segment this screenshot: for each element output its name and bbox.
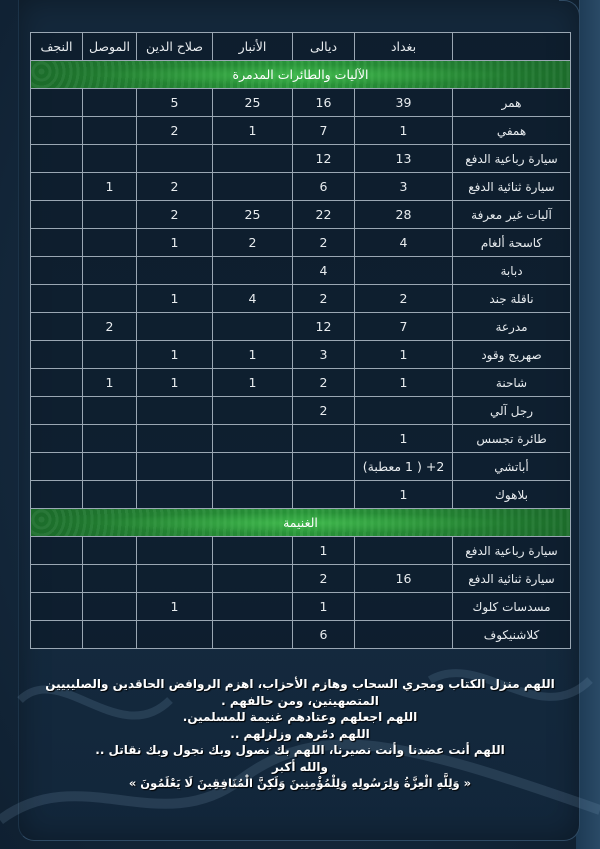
table-body bbox=[31, 61, 571, 649]
table-cell bbox=[31, 285, 83, 313]
table-row bbox=[31, 117, 571, 145]
table-cell bbox=[293, 481, 355, 509]
table-cell: 2 bbox=[293, 369, 355, 397]
table-cell: 28 bbox=[355, 201, 453, 229]
table-cell: 1 bbox=[355, 369, 453, 397]
row-label: دبابة bbox=[453, 257, 571, 285]
table-cell bbox=[83, 537, 137, 565]
table-row bbox=[31, 257, 571, 285]
table-cell: 2+ ( 1 معطبة) bbox=[355, 453, 453, 481]
prayer-line: اللهم دمّرهم وزلزلهم .. bbox=[230, 726, 370, 741]
table-cell: 2 bbox=[293, 285, 355, 313]
table-cell bbox=[83, 593, 137, 621]
row-label: سيارة رباعية الدفع bbox=[453, 145, 571, 173]
table-cell bbox=[137, 565, 213, 593]
row-label: كلاشنيكوف bbox=[453, 621, 571, 649]
header-blank bbox=[453, 33, 571, 61]
table-cell bbox=[83, 621, 137, 649]
row-label: همر bbox=[453, 89, 571, 117]
table-cell bbox=[137, 537, 213, 565]
table-cell bbox=[213, 537, 293, 565]
table-cell: 25 bbox=[213, 201, 293, 229]
section-header-row bbox=[31, 509, 571, 537]
table-cell bbox=[31, 537, 83, 565]
row-label: مسدسات كلوك bbox=[453, 593, 571, 621]
table-cell bbox=[213, 313, 293, 341]
table-row bbox=[31, 397, 571, 425]
table-cell bbox=[355, 621, 453, 649]
table-cell bbox=[31, 481, 83, 509]
table-cell bbox=[355, 593, 453, 621]
table-cell bbox=[355, 397, 453, 425]
row-label: آليات غير معرفة bbox=[453, 201, 571, 229]
table-cell bbox=[355, 257, 453, 285]
table-cell: 2 bbox=[355, 285, 453, 313]
table-cell: 1 bbox=[355, 425, 453, 453]
table-cell: 1 bbox=[83, 173, 137, 201]
table-cell: 1 bbox=[83, 369, 137, 397]
table-row bbox=[31, 89, 571, 117]
table-cell: 2 bbox=[137, 201, 213, 229]
table-cell: 12 bbox=[293, 313, 355, 341]
table-cell bbox=[293, 453, 355, 481]
table-cell: 2 bbox=[83, 313, 137, 341]
table-cell bbox=[137, 453, 213, 481]
table-cell: 2 bbox=[137, 173, 213, 201]
section-title: الغنيمة bbox=[31, 509, 571, 537]
table-cell: 39 bbox=[355, 89, 453, 117]
row-label: رجل آلي bbox=[453, 397, 571, 425]
table-cell bbox=[31, 341, 83, 369]
table-cell: 16 bbox=[355, 565, 453, 593]
table-cell bbox=[213, 621, 293, 649]
table-cell bbox=[31, 145, 83, 173]
table-cell: 2 bbox=[293, 229, 355, 257]
table-cell bbox=[137, 397, 213, 425]
table-cell bbox=[137, 621, 213, 649]
table-cell bbox=[213, 397, 293, 425]
table-row bbox=[31, 425, 571, 453]
table-cell bbox=[213, 593, 293, 621]
table-cell bbox=[213, 145, 293, 173]
table-cell bbox=[31, 621, 83, 649]
header-row bbox=[31, 33, 571, 61]
prayer-line: اللهم اجعلهم وعتادهم غنيمة للمسلمين. bbox=[182, 710, 418, 724]
header-anbar: الأنبار bbox=[213, 33, 293, 61]
table-cell bbox=[83, 117, 137, 145]
table-cell: 6 bbox=[293, 173, 355, 201]
row-label: همفي bbox=[453, 117, 571, 145]
table-cell bbox=[31, 565, 83, 593]
table-cell bbox=[213, 173, 293, 201]
table-row bbox=[31, 313, 571, 341]
row-label: صهريج وقود bbox=[453, 341, 571, 369]
prayer-line: اللهم أنت عضدنا وأنت نصيرنا، اللهم بك نصول وبك نجول وبك نقاتل .. bbox=[95, 743, 505, 757]
table-row bbox=[31, 229, 571, 257]
table-cell: 1 bbox=[293, 593, 355, 621]
table-cell: 1 bbox=[213, 117, 293, 145]
table-cell bbox=[83, 425, 137, 453]
table-cell: 1 bbox=[137, 229, 213, 257]
table-cell bbox=[31, 229, 83, 257]
table-cell bbox=[83, 145, 137, 173]
table-row bbox=[31, 201, 571, 229]
table-cell bbox=[83, 89, 137, 117]
table-cell: 2 bbox=[213, 229, 293, 257]
table-cell: 1 bbox=[137, 369, 213, 397]
table-cell: 1 bbox=[213, 369, 293, 397]
section-title: الآليات والطائرات المدمرة bbox=[31, 61, 571, 89]
table-row bbox=[31, 285, 571, 313]
table-row bbox=[31, 145, 571, 173]
table-cell bbox=[31, 397, 83, 425]
table-cell bbox=[83, 453, 137, 481]
table-cell bbox=[137, 313, 213, 341]
table-cell bbox=[31, 313, 83, 341]
table-cell: 3 bbox=[355, 173, 453, 201]
table-cell: 25 bbox=[213, 89, 293, 117]
table-cell bbox=[137, 481, 213, 509]
prayer-text bbox=[30, 676, 570, 792]
table-cell bbox=[213, 453, 293, 481]
header-baghdad: بغداد bbox=[355, 33, 453, 61]
table-cell bbox=[83, 229, 137, 257]
table-cell bbox=[355, 537, 453, 565]
table-cell bbox=[83, 285, 137, 313]
prayer-line: اللهم منزل الكتاب ومجري السحاب وهازم الأحزاب، اهزم الروافض الحاقدين والصليبيين المتصهينين، ومن حالفهم . bbox=[45, 677, 555, 708]
table-cell: 4 bbox=[293, 257, 355, 285]
table-cell: 1 bbox=[355, 481, 453, 509]
table-cell bbox=[83, 341, 137, 369]
table-cell bbox=[31, 593, 83, 621]
table-cell bbox=[31, 89, 83, 117]
prayer-line: والله أكبر bbox=[272, 759, 328, 774]
table-cell bbox=[213, 425, 293, 453]
table-row bbox=[31, 537, 571, 565]
table-cell: 12 bbox=[293, 145, 355, 173]
table-row bbox=[31, 621, 571, 649]
table-cell: 2 bbox=[293, 565, 355, 593]
table-cell bbox=[213, 565, 293, 593]
header-diyala: ديالى bbox=[293, 33, 355, 61]
table-cell: 1 bbox=[355, 117, 453, 145]
table-cell: 6 bbox=[293, 621, 355, 649]
table-cell bbox=[137, 257, 213, 285]
table-cell bbox=[83, 201, 137, 229]
row-label: أباتشي bbox=[453, 453, 571, 481]
table-cell: 13 bbox=[355, 145, 453, 173]
table-cell bbox=[83, 481, 137, 509]
table-cell: 7 bbox=[355, 313, 453, 341]
table-cell bbox=[31, 453, 83, 481]
table-cell: 1 bbox=[137, 593, 213, 621]
row-label: طائرة تجسس bbox=[453, 425, 571, 453]
row-label: مدرعة bbox=[453, 313, 571, 341]
row-label: كاسحة ألغام bbox=[453, 229, 571, 257]
table-cell: 2 bbox=[137, 117, 213, 145]
table-row bbox=[31, 341, 571, 369]
table-cell bbox=[83, 397, 137, 425]
table-cell bbox=[31, 117, 83, 145]
table-cell bbox=[83, 565, 137, 593]
header-mosul: الموصل bbox=[83, 33, 137, 61]
table-cell: 7 bbox=[293, 117, 355, 145]
section-header-row bbox=[31, 61, 571, 89]
header-salahuddin: صلاح الدين bbox=[137, 33, 213, 61]
row-label: سيارة رباعية الدفع bbox=[453, 537, 571, 565]
table-cell: 1 bbox=[213, 341, 293, 369]
table-cell: 5 bbox=[137, 89, 213, 117]
table-cell bbox=[213, 257, 293, 285]
table-cell: 3 bbox=[293, 341, 355, 369]
table-cell bbox=[213, 481, 293, 509]
table-cell: 1 bbox=[293, 537, 355, 565]
table-cell bbox=[31, 201, 83, 229]
header-najaf: النجف bbox=[31, 33, 83, 61]
table-cell: 2 bbox=[293, 397, 355, 425]
table-row bbox=[31, 593, 571, 621]
row-label: سيارة ثنائية الدفع bbox=[453, 173, 571, 201]
table-cell bbox=[31, 369, 83, 397]
table-row bbox=[31, 481, 571, 509]
table-cell: 22 bbox=[293, 201, 355, 229]
table-cell bbox=[31, 425, 83, 453]
table-row bbox=[31, 369, 571, 397]
table-row bbox=[31, 565, 571, 593]
panel-corner bbox=[559, 0, 580, 21]
table-row bbox=[31, 453, 571, 481]
row-label: شاحنة bbox=[453, 369, 571, 397]
row-label: بلاهوك bbox=[453, 481, 571, 509]
table-row bbox=[31, 173, 571, 201]
table-cell bbox=[137, 145, 213, 173]
table-cell bbox=[293, 425, 355, 453]
quran-verse: « وَلِلَّهِ الْعِزَّةُ وَلِرَسُولِهِ وَلِلْمُؤْمِنِينَ وَلَكِنَّ الْمُنَافِقِينَ لَا يَعْلَمُونَ » bbox=[128, 776, 472, 790]
statistics-table bbox=[30, 32, 571, 649]
table-cell: 1 bbox=[137, 341, 213, 369]
row-label: سيارة ثنائية الدفع bbox=[453, 565, 571, 593]
table-cell: 1 bbox=[355, 341, 453, 369]
row-label: ناقلة جند bbox=[453, 285, 571, 313]
table-cell: 4 bbox=[213, 285, 293, 313]
table-cell bbox=[137, 425, 213, 453]
table-cell bbox=[31, 257, 83, 285]
table-cell: 16 bbox=[293, 89, 355, 117]
table-cell: 4 bbox=[355, 229, 453, 257]
table-cell bbox=[83, 257, 137, 285]
table-cell: 1 bbox=[137, 285, 213, 313]
table-cell bbox=[31, 173, 83, 201]
